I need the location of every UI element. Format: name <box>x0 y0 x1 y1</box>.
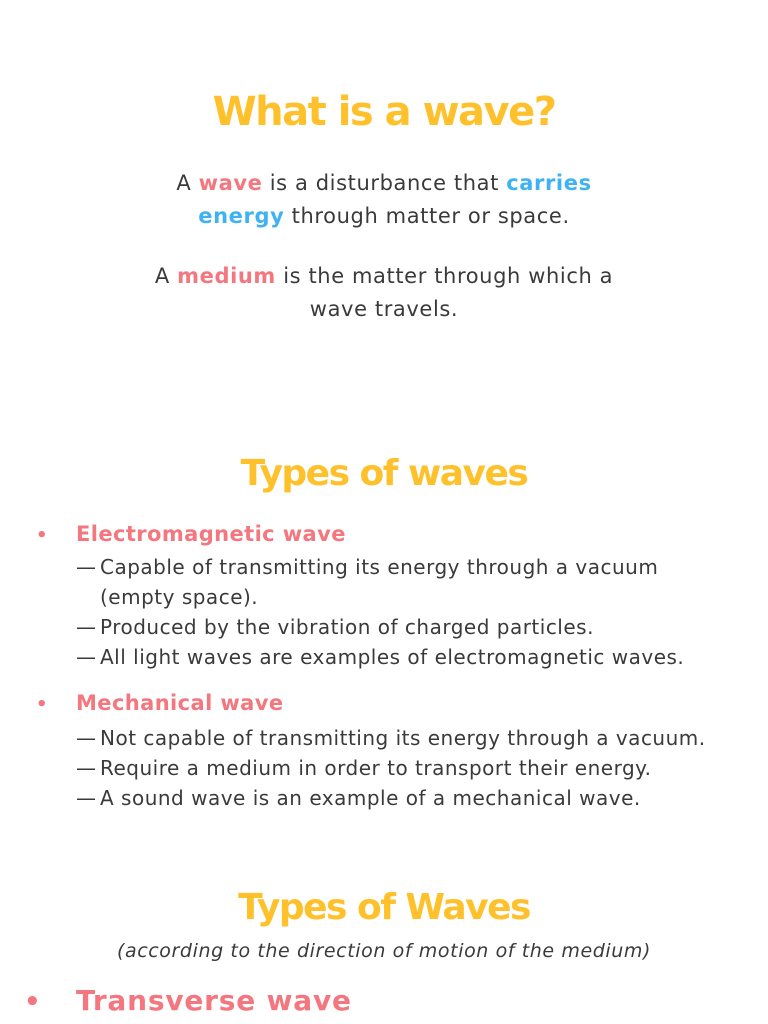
text-through-matter: through matter or space. <box>284 204 570 228</box>
term-medium: medium <box>177 264 276 288</box>
title-types-of-waves: Types of waves <box>240 453 528 494</box>
text-disturbance: is a disturbance that <box>262 171 507 195</box>
text-a: A <box>176 171 199 195</box>
title-types-of-waves-direction: Types of Waves <box>238 887 530 928</box>
list-item <box>76 552 736 612</box>
point-text: Capable of transmitting its energy through a vacuum (empty space). <box>100 555 659 609</box>
term-energy: energy <box>198 204 285 228</box>
wave-definition <box>0 167 768 233</box>
dash-icon: — <box>76 786 97 810</box>
medium-definition <box>0 260 768 326</box>
type-label: Mechanical wave <box>76 691 284 715</box>
bullet-icon: • <box>24 987 42 1017</box>
dash-icon: — <box>76 555 97 579</box>
mechanical-points <box>76 723 736 813</box>
dash-icon: — <box>76 645 97 669</box>
text-matter-through: is the matter through which a <box>275 264 614 288</box>
type-transverse <box>14 984 352 1019</box>
electromagnetic-points <box>76 552 736 672</box>
point-text: Produced by the vibration of charged particles. <box>100 615 594 639</box>
bullet-icon: • <box>36 694 48 715</box>
dash-icon: — <box>76 756 97 780</box>
dash-icon: — <box>76 726 97 750</box>
bullet-icon: • <box>36 525 48 546</box>
point-text: All light waves are examples of electromagnetic waves. <box>100 645 685 669</box>
point-text: A sound wave is an example of a mechanical wave. <box>100 786 641 810</box>
type-electromagnetic <box>36 521 346 549</box>
direction-subtitle: (according to the direction of motion of the medium) <box>116 940 652 962</box>
term-carries: carries <box>506 171 592 195</box>
type-mechanical <box>36 690 284 718</box>
list-item <box>76 753 736 783</box>
type-label: Electromagnetic wave <box>76 522 346 546</box>
point-text: Require a medium in order to transport their energy. <box>100 756 652 780</box>
text-a2: A <box>154 264 178 288</box>
title-what-is-a-wave: What is a wave? <box>212 89 556 135</box>
point-text: Not capable of transmitting its energy through a vacuum. <box>100 726 706 750</box>
dash-icon: — <box>76 615 97 639</box>
type-label: Transverse wave <box>76 984 352 1017</box>
list-item <box>76 723 736 753</box>
list-item <box>76 612 736 642</box>
list-item <box>76 783 736 813</box>
text-wave-travels: wave travels. <box>309 297 459 321</box>
term-wave: wave <box>198 171 263 195</box>
list-item <box>76 642 736 672</box>
